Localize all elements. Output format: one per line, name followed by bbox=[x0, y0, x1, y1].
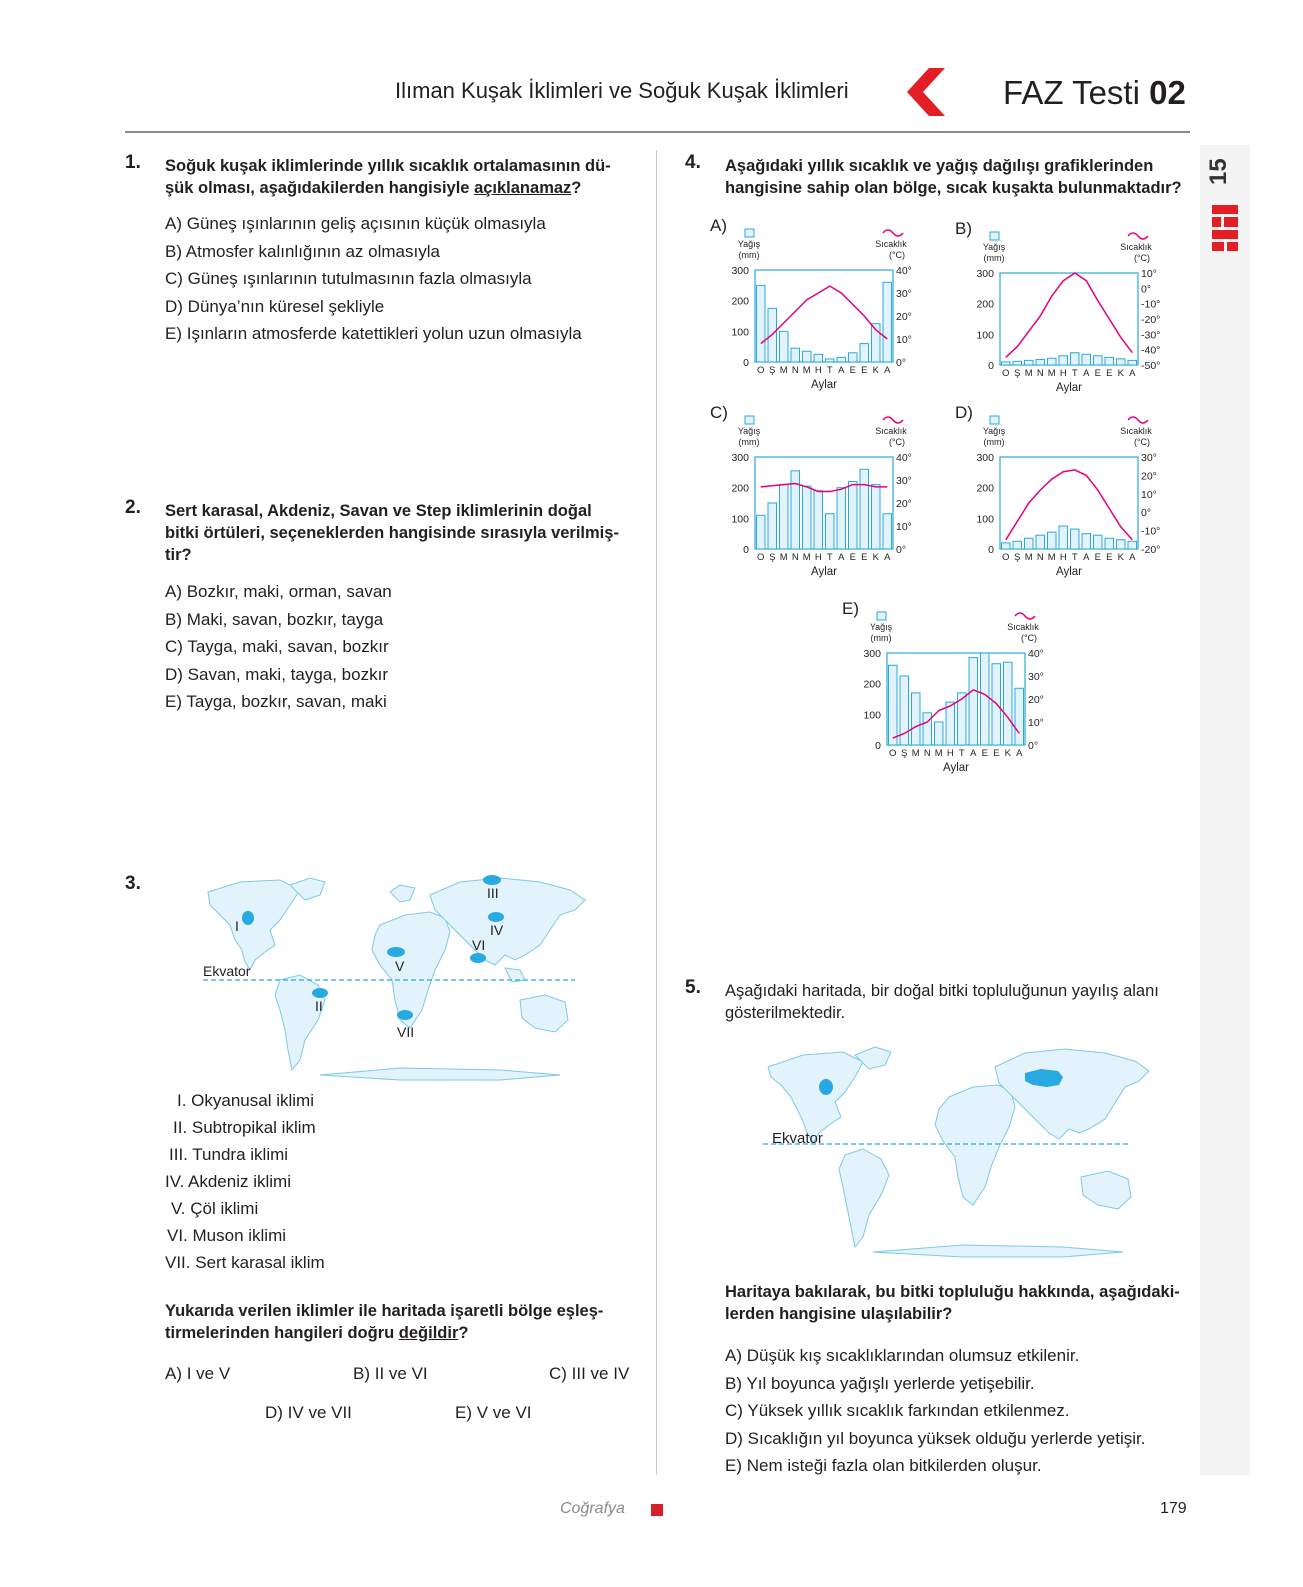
q5-question bbox=[725, 1281, 1190, 1325]
rain-legend-icon bbox=[877, 612, 886, 620]
month-label: M bbox=[1024, 368, 1033, 379]
month-label: O bbox=[1002, 368, 1010, 379]
rain-bar bbox=[935, 722, 944, 745]
q3-map-label-v: V bbox=[395, 958, 405, 974]
right-tick-label: -20° bbox=[1141, 314, 1161, 326]
right-tick-label: 40° bbox=[1028, 648, 1044, 660]
month-label: H bbox=[814, 552, 822, 563]
climate-chart-e[interactable] bbox=[842, 598, 1082, 788]
month-label: Ş bbox=[1014, 552, 1021, 563]
q3-option-b[interactable]: B) II ve VI bbox=[353, 1364, 428, 1383]
q3-list-item: VI. Muson iklimi bbox=[167, 1226, 287, 1245]
month-label: M bbox=[1047, 368, 1056, 379]
x-axis-label: Aylar bbox=[1056, 566, 1082, 578]
rain-bar bbox=[849, 353, 858, 362]
rain-bar bbox=[1025, 538, 1034, 549]
month-label: M bbox=[1047, 552, 1056, 563]
rain-bar bbox=[981, 653, 990, 745]
left-tick-label: 200 bbox=[731, 482, 749, 495]
month-label: T bbox=[826, 365, 833, 376]
month-label: E bbox=[861, 552, 868, 563]
q1-option-c[interactable]: C) Güneş ışınlarının tutulmasının fazla olmasıyla bbox=[165, 269, 532, 288]
q3-list-item: II. Subtropikal iklim bbox=[173, 1118, 316, 1137]
right-tick-label: 30° bbox=[896, 288, 912, 300]
q2-line-b: bitki örtüleri, seçeneklerden hangisinde sırasıyla verilmiş- bbox=[165, 524, 619, 542]
q3-map-label-iv: IV bbox=[490, 922, 504, 938]
rain-legend-icon bbox=[990, 416, 999, 424]
left-tick-label: 100 bbox=[976, 513, 994, 526]
rain-bar bbox=[814, 354, 823, 362]
right-tick-label: 0° bbox=[1028, 740, 1039, 752]
month-label: A bbox=[884, 552, 891, 563]
right-tick-label: -20° bbox=[1141, 544, 1161, 556]
q5-option-d[interactable]: D) Sıcaklığın yıl boyunca yüksek olduğu yerlerde yetişir. bbox=[725, 1428, 1146, 1448]
right-tick-label: 10° bbox=[896, 334, 912, 346]
rain-legend-unit: (mm) bbox=[983, 437, 1005, 447]
x-axis-label: Aylar bbox=[1056, 382, 1082, 394]
month-label: E bbox=[849, 552, 856, 563]
q1-option-a[interactable]: A) Güneş ışınlarının geliş açısının küçük olmasıyla bbox=[165, 214, 546, 233]
q3-equator-label: Ekvator bbox=[203, 963, 251, 979]
left-tick-label: 300 bbox=[976, 268, 994, 280]
rain-bar bbox=[757, 515, 766, 549]
month-label: K bbox=[872, 552, 879, 563]
left-tick-label: 0 bbox=[743, 544, 749, 556]
left-tick-label: 0 bbox=[988, 544, 994, 556]
month-label: K bbox=[1004, 748, 1011, 759]
rain-bar bbox=[923, 713, 932, 745]
q3-list-item: IV. Akdeniz iklimi bbox=[165, 1172, 291, 1191]
rain-legend-label: Yağış bbox=[982, 426, 1006, 436]
q1-option-b[interactable]: B) Atmosfer kalınlığının az olmasıyla bbox=[165, 241, 440, 261]
left-tick-label: 200 bbox=[976, 298, 994, 311]
q2-option-a[interactable]: A) Bozkır, maki, orman, savan bbox=[165, 582, 392, 601]
rain-bar bbox=[791, 348, 800, 362]
q5-world-map bbox=[763, 1037, 1158, 1262]
right-tick-label: 10° bbox=[1141, 268, 1157, 280]
temperature-line bbox=[1006, 470, 1133, 540]
q3-map-label-ii: II bbox=[315, 998, 323, 1014]
rain-legend-label: Yağış bbox=[737, 239, 761, 249]
rain-legend-icon bbox=[990, 232, 999, 240]
month-label: K bbox=[1117, 552, 1124, 563]
rain-bar bbox=[1071, 353, 1080, 365]
month-label: A bbox=[1083, 368, 1090, 379]
rain-bar bbox=[1117, 359, 1126, 365]
rain-bar bbox=[860, 344, 869, 362]
right-tick-label: 10° bbox=[896, 521, 912, 533]
month-label: H bbox=[1059, 368, 1067, 379]
rain-bar bbox=[1048, 358, 1057, 365]
right-tick-label: 10° bbox=[1141, 488, 1157, 501]
right-tick-label: 20° bbox=[896, 311, 912, 323]
rain-bar bbox=[912, 693, 921, 745]
temp-legend-icon bbox=[1015, 613, 1035, 619]
month-label: A bbox=[838, 365, 845, 376]
test-number: 02 bbox=[1149, 74, 1186, 111]
right-tick-label: -50° bbox=[1141, 360, 1161, 372]
q3-option-d[interactable]: D) IV ve VII bbox=[265, 1403, 352, 1422]
q2-option-e[interactable]: E) Tayga, bozkır, savan, maki bbox=[165, 692, 387, 711]
q3-option-e[interactable]: E) V ve VI bbox=[455, 1403, 532, 1422]
right-tick-label: 30° bbox=[1141, 452, 1157, 464]
left-tick-label: 100 bbox=[731, 326, 749, 339]
left-tick-label: 300 bbox=[731, 452, 749, 464]
right-tick-label: 20° bbox=[896, 498, 912, 510]
rain-legend-unit: (mm) bbox=[738, 437, 760, 447]
left-tick-label: 300 bbox=[731, 265, 749, 277]
left-tick-label: 0 bbox=[743, 357, 749, 369]
month-label: N bbox=[791, 365, 799, 376]
right-tick-label: 0° bbox=[896, 357, 907, 369]
right-tick-label: 20° bbox=[1028, 694, 1044, 706]
q5-option-a[interactable]: A) Düşük kış sıcaklıklarından olumsuz etkilenir. bbox=[725, 1346, 1080, 1365]
rain-bar bbox=[1036, 359, 1045, 365]
q2-line-a: Sert karasal, Akdeniz, Savan ve Step iklimlerinin doğal bbox=[165, 502, 592, 520]
month-label: E bbox=[1106, 368, 1113, 379]
q3-line-a: Yukarıda verilen iklimler ile haritada işaretli bölge eşleş- bbox=[165, 1302, 604, 1320]
month-label: A bbox=[838, 552, 845, 563]
sidebar-number: 15 bbox=[1205, 158, 1232, 185]
chart-option-label: C) bbox=[710, 403, 728, 422]
month-label: N bbox=[923, 748, 931, 759]
month-label: T bbox=[958, 748, 965, 759]
rain-bar bbox=[837, 357, 846, 362]
right-tick-label: 0° bbox=[896, 544, 907, 556]
q5-q-line-b: lerden hangisine ulaşılabilir? bbox=[725, 1305, 953, 1323]
month-label: H bbox=[946, 748, 954, 759]
page-number: 179 bbox=[1160, 1500, 1187, 1517]
q3-list-item: VII. Sert karasal iklim bbox=[165, 1253, 325, 1272]
month-label: M bbox=[934, 748, 943, 759]
rain-bar bbox=[1082, 534, 1091, 549]
rain-bar bbox=[860, 469, 869, 549]
temp-legend-label: Sıcaklık bbox=[1007, 622, 1039, 632]
q5-q-line-a: Haritaya bakılarak, bu bitki topluluğu hakkında, aşağıdaki- bbox=[725, 1283, 1180, 1301]
left-tick-label: 200 bbox=[976, 482, 994, 495]
rain-bar bbox=[1036, 535, 1045, 549]
rain-bar bbox=[837, 488, 846, 549]
chart-option-label: E) bbox=[842, 599, 859, 618]
temp-legend-label: Sıcaklık bbox=[875, 426, 907, 436]
right-tick-label: 20° bbox=[1141, 470, 1157, 483]
temp-legend-icon bbox=[883, 417, 903, 423]
q2-option-c[interactable]: C) Tayga, maki, savan, bozkır bbox=[165, 637, 389, 656]
right-tick-label: 0° bbox=[1141, 507, 1152, 520]
rain-bar bbox=[1128, 360, 1137, 365]
rain-bar bbox=[826, 514, 835, 549]
rain-bar bbox=[780, 485, 789, 549]
month-label: N bbox=[1036, 368, 1044, 379]
rain-bar bbox=[849, 482, 858, 549]
rain-legend-unit: (mm) bbox=[738, 250, 760, 260]
rain-legend-label: Yağış bbox=[869, 622, 893, 632]
right-tick-label: 30° bbox=[896, 475, 912, 487]
month-label: O bbox=[889, 748, 897, 759]
q1-number: 1. bbox=[125, 152, 141, 173]
q5-equator-label: Ekvator bbox=[772, 1130, 823, 1147]
month-label: H bbox=[1059, 552, 1067, 563]
month-label: K bbox=[872, 365, 879, 376]
right-tick-label: 40° bbox=[896, 452, 912, 464]
x-axis-label: Aylar bbox=[811, 379, 837, 391]
rain-bar bbox=[1105, 357, 1114, 365]
q5-number: 5. bbox=[685, 977, 701, 998]
q1-line-b-text: şük olması, aşağıdakilerden hangisiyle bbox=[165, 179, 470, 197]
rain-bar bbox=[1048, 532, 1057, 549]
rain-bar bbox=[883, 514, 892, 549]
month-label: M bbox=[1024, 552, 1033, 563]
climate-chart-a[interactable] bbox=[710, 215, 950, 405]
rain-bar bbox=[814, 491, 823, 549]
temp-legend-unit: (°C) bbox=[888, 437, 906, 447]
temp-legend-icon bbox=[883, 230, 903, 236]
q3-underlined: değildir bbox=[398, 1324, 459, 1342]
q1-line-a: Soğuk kuşak iklimlerinde yıllık sıcaklık ortalamasının dü- bbox=[165, 157, 611, 175]
temp-legend-unit: (°C) bbox=[1133, 437, 1151, 447]
q3-option-a[interactable]: A) I ve V bbox=[165, 1364, 231, 1383]
month-label: O bbox=[757, 552, 765, 563]
rain-bar bbox=[803, 486, 812, 549]
month-label: A bbox=[1016, 748, 1023, 759]
month-label: M bbox=[802, 365, 811, 376]
q3-option-c[interactable]: C) III ve IV bbox=[549, 1364, 630, 1383]
month-label: A bbox=[1129, 368, 1136, 379]
left-tick-label: 300 bbox=[976, 452, 994, 464]
left-tick-label: 100 bbox=[976, 329, 994, 342]
month-label: M bbox=[779, 552, 788, 563]
rain-bar bbox=[969, 658, 978, 745]
q2-option-b[interactable]: B) Maki, savan, bozkır, tayga bbox=[165, 609, 384, 629]
left-tick-label: 100 bbox=[731, 513, 749, 526]
rain-bar bbox=[946, 702, 955, 745]
rain-bar bbox=[1082, 354, 1091, 365]
rain-bar bbox=[1117, 540, 1126, 549]
rain-bar bbox=[1128, 541, 1137, 549]
rain-bar bbox=[1094, 535, 1103, 549]
month-label: Ş bbox=[901, 748, 908, 759]
q1-option-d[interactable]: D) Dünya’nın küresel şekliyle bbox=[165, 296, 385, 316]
month-label: Ş bbox=[769, 365, 776, 376]
rain-bar bbox=[768, 503, 777, 549]
q3-map-label-vii: VII bbox=[397, 1024, 415, 1040]
q4-line-b: hangisine sahip olan bölge, sıcak kuşakta bulunmaktadır? bbox=[725, 179, 1182, 197]
month-label: O bbox=[1002, 552, 1010, 563]
q3-line-b-text: tirmelerinden hangileri doğru bbox=[165, 1324, 395, 1342]
footer-subject: Coğrafya bbox=[560, 1500, 625, 1517]
temp-legend-label: Sıcaklık bbox=[1120, 242, 1152, 252]
rain-bar bbox=[780, 331, 789, 362]
month-label: O bbox=[757, 365, 765, 376]
footer-square-icon bbox=[651, 1504, 663, 1516]
rain-legend-label: Yağış bbox=[737, 426, 761, 436]
month-label: A bbox=[1083, 552, 1090, 563]
temp-legend-unit: (°C) bbox=[1133, 253, 1151, 263]
rain-bar bbox=[1105, 538, 1114, 549]
left-tick-label: 0 bbox=[875, 740, 881, 752]
rain-legend-unit: (mm) bbox=[870, 633, 892, 643]
rain-bar bbox=[1094, 356, 1103, 365]
month-label: E bbox=[993, 748, 1000, 759]
q5-line-a: Aşağıdaki haritada, bir doğal bitki topluluğunun yayılış alanı bbox=[725, 982, 1159, 1000]
month-label: E bbox=[1106, 552, 1113, 563]
rain-bar bbox=[1059, 356, 1068, 365]
temp-legend-icon bbox=[1128, 233, 1148, 239]
rain-bar bbox=[1015, 688, 1024, 745]
month-label: T bbox=[826, 552, 833, 563]
month-label: M bbox=[779, 365, 788, 376]
right-tick-label: 10° bbox=[1028, 717, 1044, 729]
q3-list-item: I. Okyanusal iklimi bbox=[177, 1091, 314, 1110]
month-label: M bbox=[802, 552, 811, 563]
q3-number: 3. bbox=[125, 873, 141, 894]
q2-option-d[interactable]: D) Savan, maki, tayga, bozkır bbox=[165, 664, 388, 684]
rain-bar bbox=[1025, 360, 1034, 365]
right-tick-label: -10° bbox=[1141, 298, 1161, 311]
month-label: E bbox=[849, 365, 856, 376]
x-axis-label: Aylar bbox=[943, 762, 969, 774]
rain-bar bbox=[1004, 662, 1013, 745]
q4-number: 4. bbox=[685, 152, 701, 173]
temp-legend-unit: (°C) bbox=[1020, 633, 1038, 643]
month-label: M bbox=[911, 748, 920, 759]
q3-line-b-end: ? bbox=[458, 1324, 469, 1342]
rain-bar bbox=[1059, 526, 1068, 549]
q5-option-b[interactable]: B) Yıl boyunca yağışlı yerlerde yetişebilir. bbox=[725, 1373, 1035, 1393]
chart-option-label: B) bbox=[955, 219, 972, 238]
q3-map-label-iii: III bbox=[487, 885, 499, 901]
right-tick-label: -30° bbox=[1141, 329, 1161, 342]
month-label: T bbox=[1071, 368, 1078, 379]
climate-chart-c[interactable] bbox=[710, 402, 950, 592]
temperature-line bbox=[1006, 273, 1133, 357]
month-label: K bbox=[1117, 368, 1124, 379]
q1-option-e[interactable]: E) Işınların atmosferde katettikleri yolun uzun olmasıyla bbox=[165, 324, 582, 343]
month-label: N bbox=[1036, 552, 1044, 563]
rain-bar bbox=[1013, 361, 1022, 365]
test-prefix: FAZ Testi bbox=[1003, 74, 1140, 111]
q1-line-b-end: ? bbox=[571, 179, 582, 197]
q1-underlined: açıklanamaz bbox=[474, 179, 572, 197]
climate-chart-b[interactable] bbox=[955, 218, 1195, 408]
q5-option-c[interactable]: C) Yüksek yıllık sıcaklık farkından etkilenmez. bbox=[725, 1401, 1070, 1420]
q3-list-item: V. Çöl iklimi bbox=[171, 1199, 259, 1218]
chart-option-label: A) bbox=[710, 216, 727, 235]
left-tick-label: 0 bbox=[988, 360, 994, 372]
x-axis-label: Aylar bbox=[811, 566, 837, 578]
month-label: Ş bbox=[769, 552, 776, 563]
rain-legend-icon bbox=[745, 416, 754, 424]
month-label: E bbox=[981, 748, 988, 759]
rain-bar bbox=[826, 359, 835, 362]
rain-bar bbox=[757, 285, 766, 362]
q5-text bbox=[725, 980, 1195, 1024]
month-label: Ş bbox=[1014, 368, 1021, 379]
temp-legend-icon bbox=[1128, 417, 1148, 423]
q3-list-item: III. Tundra iklimi bbox=[169, 1145, 289, 1164]
climate-chart-d[interactable] bbox=[955, 402, 1195, 592]
month-label: E bbox=[1094, 552, 1101, 563]
chart-option-label: D) bbox=[955, 403, 973, 422]
right-tick-label: -10° bbox=[1141, 525, 1161, 538]
temp-legend-label: Sıcaklık bbox=[875, 239, 907, 249]
q5-option-e[interactable]: E) Nem isteği fazla olan bitkilerden oluşur. bbox=[725, 1456, 1042, 1475]
rain-legend-icon bbox=[745, 229, 754, 237]
month-label: T bbox=[1071, 552, 1078, 563]
rain-legend-unit: (mm) bbox=[983, 253, 1005, 263]
month-label: N bbox=[791, 552, 799, 563]
right-tick-label: -40° bbox=[1141, 344, 1161, 357]
temp-legend-label: Sıcaklık bbox=[1120, 426, 1152, 436]
rain-bar bbox=[1002, 362, 1011, 365]
month-label: A bbox=[884, 365, 891, 376]
temp-legend-unit: (°C) bbox=[888, 250, 906, 260]
month-label: A bbox=[970, 748, 977, 759]
q2-number: 2. bbox=[125, 497, 141, 518]
left-tick-label: 100 bbox=[863, 709, 881, 722]
month-label: H bbox=[814, 365, 822, 376]
left-tick-label: 200 bbox=[863, 678, 881, 691]
left-tick-label: 300 bbox=[863, 648, 881, 660]
month-label: A bbox=[1129, 552, 1136, 563]
right-tick-label: 30° bbox=[1028, 671, 1044, 683]
rain-bar bbox=[1013, 541, 1022, 549]
rain-legend-label: Yağış bbox=[982, 242, 1006, 252]
month-label: E bbox=[861, 365, 868, 376]
rain-bar bbox=[1002, 543, 1011, 549]
q3-map-label-vi: VI bbox=[472, 937, 486, 953]
rain-bar bbox=[889, 665, 898, 745]
right-tick-label: 0° bbox=[1141, 283, 1152, 296]
chart-frame bbox=[1000, 273, 1138, 365]
q4-line-a: Aşağıdaki yıllık sıcaklık ve yağış dağılışı grafiklerinden bbox=[725, 157, 1154, 175]
rain-bar bbox=[872, 485, 881, 549]
rain-bar bbox=[883, 282, 892, 362]
chapter-title: Ilıman Kuşak İklimleri ve Soğuk Kuşak İklimleri bbox=[395, 78, 849, 103]
month-label: E bbox=[1094, 368, 1101, 379]
rain-bar bbox=[791, 471, 800, 549]
left-tick-label: 200 bbox=[731, 295, 749, 308]
rain-bar bbox=[803, 351, 812, 362]
rain-bar bbox=[1071, 529, 1080, 549]
q3-map-label-i: I bbox=[235, 918, 239, 934]
q2-line-c: tir? bbox=[165, 546, 192, 564]
right-tick-label: 40° bbox=[896, 265, 912, 277]
q5-options bbox=[725, 1342, 1145, 1480]
q5-line-b: gösterilmektedir. bbox=[725, 1004, 846, 1022]
